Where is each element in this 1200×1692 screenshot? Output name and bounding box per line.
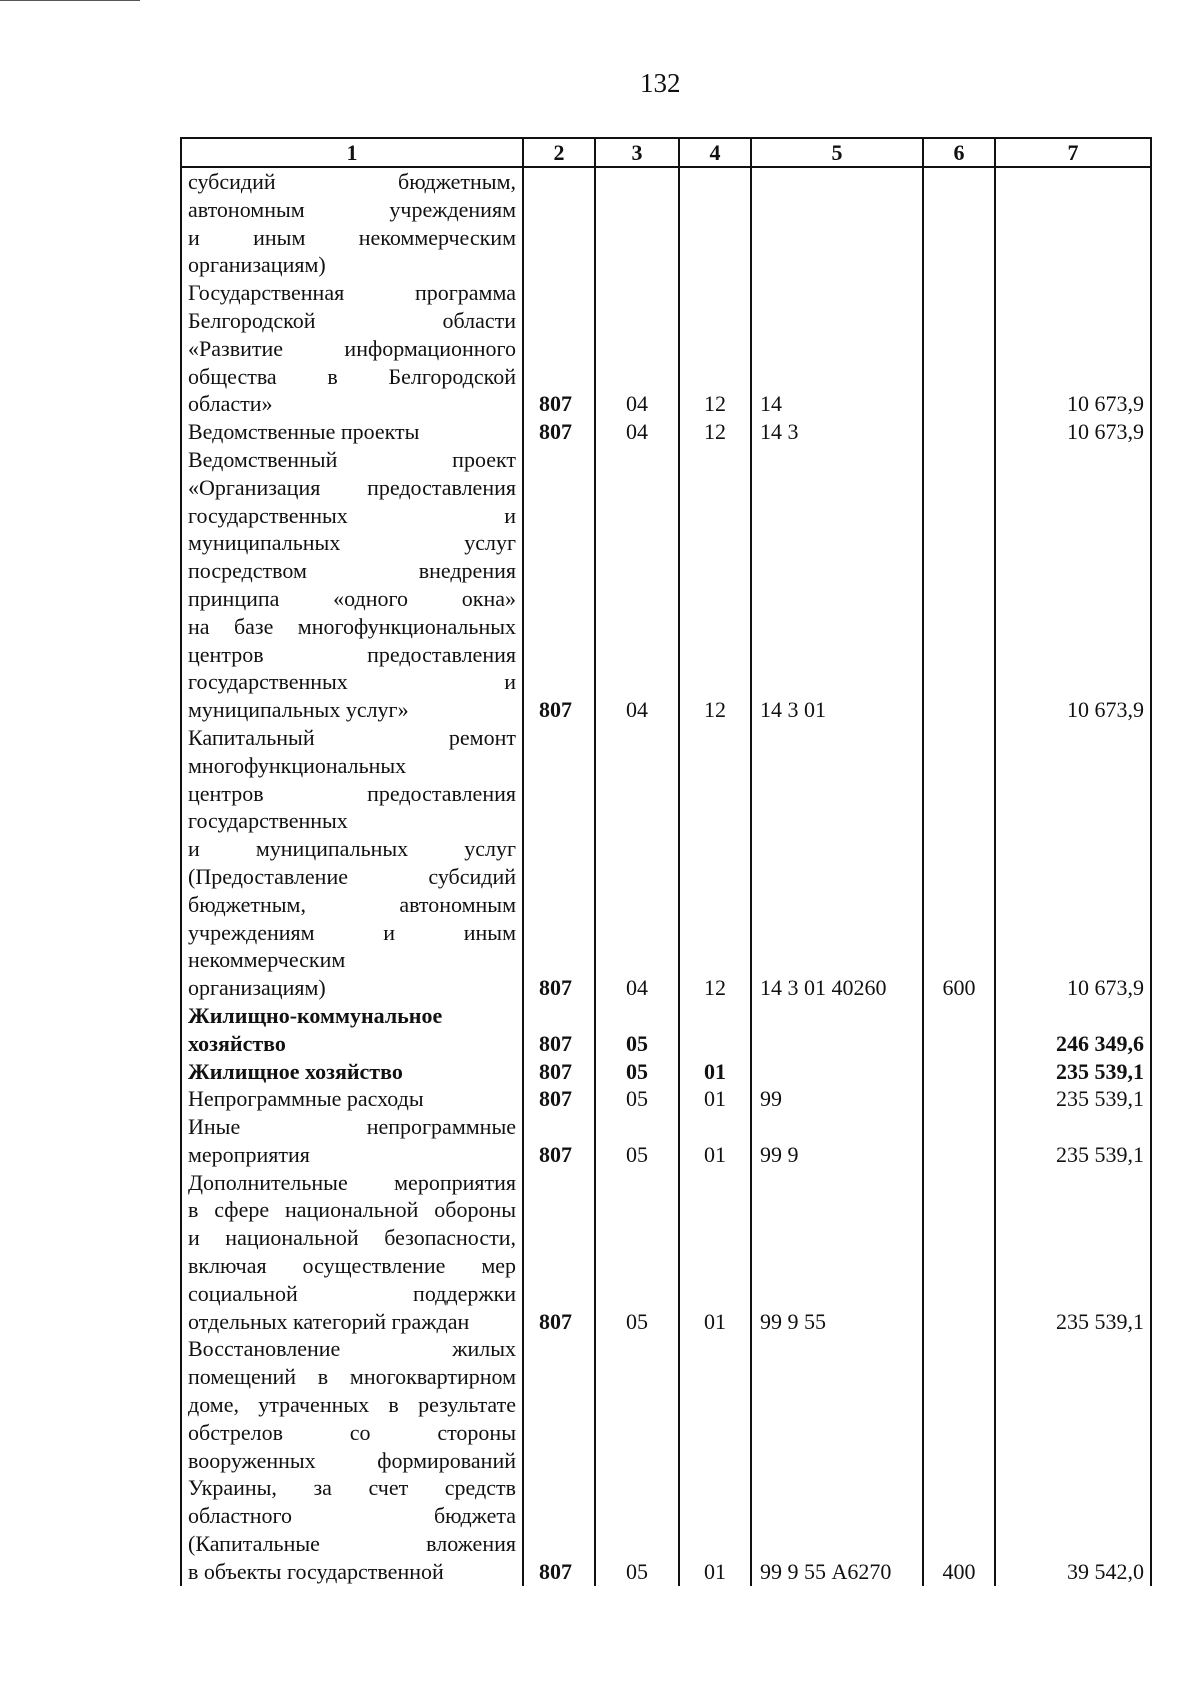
description-line: и национальной безопасности, bbox=[188, 1225, 516, 1251]
section-code: 05 bbox=[595, 1113, 679, 1169]
target-article-code: 14 3 01 bbox=[751, 446, 923, 724]
target-article-code: 14 3 bbox=[751, 418, 923, 446]
description-line: учреждениям и иным bbox=[188, 919, 516, 945]
description-line: организациям) bbox=[188, 975, 326, 1001]
description-line: (Капитальные вложения bbox=[188, 1531, 516, 1557]
description-line: некоммерческим bbox=[188, 947, 346, 973]
col-header-2: 2 bbox=[523, 138, 595, 167]
description-line: и муниципальных услуг bbox=[188, 836, 516, 862]
description-line: мероприятия bbox=[188, 1141, 310, 1167]
section-code: 04 bbox=[595, 446, 679, 724]
budget-table bbox=[180, 137, 1152, 1586]
description-line: областного бюджета bbox=[188, 1503, 516, 1529]
row-description bbox=[181, 446, 523, 724]
amount: 10 673,9 bbox=[995, 446, 1151, 724]
description-line: (Предоставление субсидий bbox=[188, 863, 516, 889]
expense-type-code bbox=[923, 167, 995, 279]
ministry-code: 807 bbox=[523, 1335, 595, 1585]
subsection-code: 01 bbox=[679, 1113, 751, 1169]
expense-type-code bbox=[923, 1113, 995, 1169]
table-row bbox=[181, 418, 1151, 446]
subsection-code: 01 bbox=[679, 1335, 751, 1585]
description-line: и иным некоммерческим bbox=[188, 224, 516, 250]
section-code: 04 bbox=[595, 279, 679, 418]
ministry-code: 807 bbox=[523, 1113, 595, 1169]
ministry-code: 807 bbox=[523, 418, 595, 446]
subsection-code bbox=[679, 167, 751, 279]
header-row bbox=[181, 138, 1151, 167]
ministry-code: 807 bbox=[523, 1058, 595, 1086]
subsection-code: 12 bbox=[679, 418, 751, 446]
section-code: 05 bbox=[595, 1169, 679, 1336]
ministry-code: 807 bbox=[523, 1169, 595, 1336]
row-description bbox=[181, 1335, 523, 1585]
amount: 235 539,1 bbox=[995, 1169, 1151, 1336]
table-row bbox=[181, 167, 1151, 279]
target-article-code bbox=[751, 1002, 923, 1058]
description-line: государственных и bbox=[188, 669, 516, 695]
amount: 39 542,0 bbox=[995, 1335, 1151, 1585]
subsection-code: 12 bbox=[679, 279, 751, 418]
expense-type-code bbox=[923, 1058, 995, 1086]
ministry-code: 807 bbox=[523, 1085, 595, 1113]
row-description bbox=[181, 724, 523, 1002]
description-line: Ведомственный проект bbox=[188, 446, 516, 472]
description-line: Белгородской области bbox=[188, 307, 516, 333]
ministry-code bbox=[523, 167, 595, 279]
ministry-code: 807 bbox=[523, 446, 595, 724]
expense-type-code bbox=[923, 279, 995, 418]
scan-edge-line bbox=[0, 0, 140, 1]
description-line: муниципальных услуг» bbox=[188, 697, 409, 723]
row-description bbox=[181, 167, 523, 279]
description-line: доме, утраченных в результате bbox=[188, 1392, 516, 1418]
col-header-3: 3 bbox=[595, 138, 679, 167]
description-line: Государственная программа bbox=[188, 280, 516, 306]
subsection-code: 01 bbox=[679, 1169, 751, 1336]
description-line: бюджетным, автономным bbox=[188, 891, 516, 917]
target-article-code bbox=[751, 167, 923, 279]
expense-type-code: 400 bbox=[923, 1335, 995, 1585]
row-description bbox=[181, 1085, 523, 1113]
table-row bbox=[181, 446, 1151, 724]
table-body bbox=[181, 167, 1151, 1586]
section-code: 05 bbox=[595, 1058, 679, 1086]
table-row bbox=[181, 1335, 1151, 1585]
expense-type-code bbox=[923, 418, 995, 446]
subsection-code bbox=[679, 1002, 751, 1058]
description-line: включая осуществление мер bbox=[188, 1253, 516, 1279]
target-article-code: 99 9 bbox=[751, 1113, 923, 1169]
description-line: Жилищное хозяйство bbox=[188, 1058, 403, 1084]
description-line: в сфере национальной обороны bbox=[188, 1197, 516, 1223]
table-row bbox=[181, 1002, 1151, 1058]
subsection-code: 01 bbox=[679, 1085, 751, 1113]
description-line: принципа «одного окна» bbox=[188, 585, 516, 611]
description-line: муниципальных услуг bbox=[188, 530, 516, 556]
target-article-code: 14 bbox=[751, 279, 923, 418]
table-row bbox=[181, 724, 1151, 1002]
col-header-6: 6 bbox=[923, 138, 995, 167]
description-line: Капитальный ремонт bbox=[188, 724, 516, 750]
table-row bbox=[181, 1058, 1151, 1086]
description-line: государственных и bbox=[188, 502, 516, 528]
description-line: Иные непрограммные bbox=[188, 1114, 516, 1140]
row-description bbox=[181, 1058, 523, 1086]
row-description bbox=[181, 279, 523, 418]
description-line: отдельных категорий граждан bbox=[188, 1308, 470, 1334]
page-number: 132 bbox=[640, 68, 681, 98]
description-line: Непрограммные расходы bbox=[188, 1086, 424, 1112]
description-line: вооруженных формирований bbox=[188, 1447, 516, 1473]
row-description bbox=[181, 418, 523, 446]
amount: 10 673,9 bbox=[995, 724, 1151, 1002]
section-code: 05 bbox=[595, 1335, 679, 1585]
description-line: помещений в многоквартирном bbox=[188, 1364, 516, 1390]
section-code: 05 bbox=[595, 1002, 679, 1058]
description-line: социальной поддержки bbox=[188, 1280, 516, 1306]
target-article-code: 14 3 01 40260 bbox=[751, 724, 923, 1002]
expense-type-code bbox=[923, 1169, 995, 1336]
section-code: 04 bbox=[595, 418, 679, 446]
amount: 10 673,9 bbox=[995, 418, 1151, 446]
section-code: 05 bbox=[595, 1085, 679, 1113]
description-line: Ведомственные проекты bbox=[188, 419, 420, 445]
description-line: центров предоставления bbox=[188, 780, 516, 806]
section-code: 04 bbox=[595, 724, 679, 1002]
section-code bbox=[595, 167, 679, 279]
description-line: автономным учреждениям bbox=[188, 196, 516, 222]
description-line: организациям) bbox=[188, 252, 326, 278]
target-article-code: 99 bbox=[751, 1085, 923, 1113]
amount: 246 349,6 bbox=[995, 1002, 1151, 1058]
description-line: хозяйство bbox=[188, 1030, 286, 1056]
expense-type-code: 600 bbox=[923, 724, 995, 1002]
table-row bbox=[181, 1169, 1151, 1336]
table-row bbox=[181, 1085, 1151, 1113]
row-description bbox=[181, 1002, 523, 1058]
expense-type-code bbox=[923, 1002, 995, 1058]
expense-type-code bbox=[923, 1085, 995, 1113]
subsection-code: 12 bbox=[679, 446, 751, 724]
target-article-code: 99 9 55 А6270 bbox=[751, 1335, 923, 1585]
subsection-code: 01 bbox=[679, 1058, 751, 1086]
description-line: «Развитие информационного bbox=[188, 335, 516, 361]
description-line: на базе многофункциональных bbox=[188, 613, 516, 639]
description-line: Дополнительные мероприятия bbox=[188, 1169, 516, 1195]
description-line: «Организация предоставления bbox=[188, 474, 516, 500]
col-header-7: 7 bbox=[995, 138, 1151, 167]
description-line: обстрелов со стороны bbox=[188, 1419, 516, 1445]
description-line: государственных bbox=[188, 808, 348, 834]
description-line: посредством внедрения bbox=[188, 558, 516, 584]
ministry-code: 807 bbox=[523, 724, 595, 1002]
target-article-code: 99 9 55 bbox=[751, 1169, 923, 1336]
description-line: Жилищно-коммунальное bbox=[188, 1002, 443, 1028]
col-header-1: 1 bbox=[181, 138, 523, 167]
amount: 235 539,1 bbox=[995, 1113, 1151, 1169]
target-article-code bbox=[751, 1058, 923, 1086]
table-row bbox=[181, 1113, 1151, 1169]
description-line: многофункциональных bbox=[188, 752, 407, 778]
amount bbox=[995, 167, 1151, 279]
subsection-code: 12 bbox=[679, 724, 751, 1002]
description-line: общества в Белгородской bbox=[188, 363, 516, 389]
description-line: в объекты государственной bbox=[188, 1558, 444, 1584]
amount: 235 539,1 bbox=[995, 1085, 1151, 1113]
ministry-code: 807 bbox=[523, 1002, 595, 1058]
amount: 10 673,9 bbox=[995, 279, 1151, 418]
expense-type-code bbox=[923, 446, 995, 724]
row-description bbox=[181, 1169, 523, 1336]
table-row bbox=[181, 279, 1151, 418]
amount: 235 539,1 bbox=[995, 1058, 1151, 1086]
row-description bbox=[181, 1113, 523, 1169]
ministry-code: 807 bbox=[523, 279, 595, 418]
description-line: центров предоставления bbox=[188, 641, 516, 667]
description-line: области» bbox=[188, 391, 273, 417]
description-line: Восстановление жилых bbox=[188, 1336, 516, 1362]
col-header-4: 4 bbox=[679, 138, 751, 167]
description-line: Украины, за счет средств bbox=[188, 1475, 516, 1501]
description-line: субсидий бюджетным, bbox=[188, 169, 516, 194]
col-header-5: 5 bbox=[751, 138, 923, 167]
